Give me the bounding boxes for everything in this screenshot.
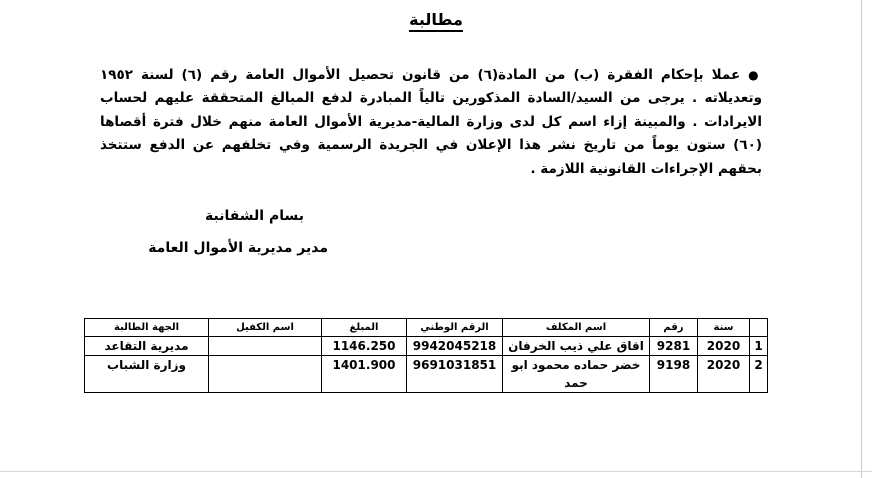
notice-paragraph bbox=[100, 64, 762, 181]
row-year: 2020 bbox=[698, 356, 750, 393]
notice-line-5: ستتخذ بحقهم الإجراءات القانونية اللازمة . bbox=[100, 137, 762, 177]
header-entity: الجهة الطالبة bbox=[85, 319, 209, 337]
signature-title: مدير مديرية الأموال العامة bbox=[148, 240, 328, 256]
row-index: 2 bbox=[750, 356, 768, 393]
page-edge-right bbox=[861, 0, 862, 478]
header-amount: المبلغ bbox=[322, 319, 407, 337]
bullet-icon: ● bbox=[748, 68, 762, 82]
signature-name: بسام الشفانبة bbox=[205, 208, 304, 224]
row-entity: وزارة الشباب bbox=[85, 356, 209, 393]
notice-line-1: عملا بإحكام الفقرة (ب) من المادة(٦) من قانون تحصيل الأموال العامة رقم (٦) لسنة ١٩٥٢ bbox=[100, 67, 741, 83]
claims-table bbox=[84, 318, 768, 393]
notice-line-4: أقصاها (٦٠) ستون يوماً من تاريخ نشر هذا الإعلان في الجريدة الرسمية وفي تخلفهم عن الدفع bbox=[100, 113, 763, 154]
header-national-id: الرقم الوطني bbox=[407, 319, 503, 337]
row-name: خضر حماده محمود ابو حمد bbox=[503, 356, 650, 393]
row-number: 9281 bbox=[650, 337, 698, 356]
title-text: مطالبة bbox=[409, 10, 463, 32]
row-national-id: 9691031851 bbox=[407, 356, 503, 393]
table-header-row bbox=[85, 319, 768, 337]
notice-line-3: لحساب الايرادات . والمبينة إزاء اسم كل لدى وزارة المالية-مديرية الأموال العامة منهم خلال فترة bbox=[100, 90, 762, 130]
page-edge-bottom bbox=[0, 471, 872, 472]
row-index: 1 bbox=[750, 337, 768, 356]
row-guarantor bbox=[209, 356, 322, 393]
row-guarantor bbox=[209, 337, 322, 356]
header-year: سنة bbox=[698, 319, 750, 337]
header-index bbox=[750, 319, 768, 337]
row-entity: مديرية التقاعد bbox=[85, 337, 209, 356]
row-amount: 1146.250 bbox=[322, 337, 407, 356]
row-number: 9198 bbox=[650, 356, 698, 393]
row-year: 2020 bbox=[698, 337, 750, 356]
notice-line-2: وتعديلاته . يرجى من السيد/السادة المذكورين تالياً المبادرة لدفع المبالغ المتحققة عليهم bbox=[154, 90, 762, 107]
row-national-id: 9942045218 bbox=[407, 337, 503, 356]
header-number: رقم bbox=[650, 319, 698, 337]
page-title bbox=[0, 10, 872, 29]
header-name: اسم المكلف bbox=[503, 319, 650, 337]
row-amount: 1401.900 bbox=[322, 356, 407, 393]
table-row bbox=[85, 356, 768, 393]
table-row bbox=[85, 337, 768, 356]
row-name: اقاق علي ذيب الخرفان bbox=[503, 337, 650, 356]
header-guarantor: اسم الكفيل bbox=[209, 319, 322, 337]
